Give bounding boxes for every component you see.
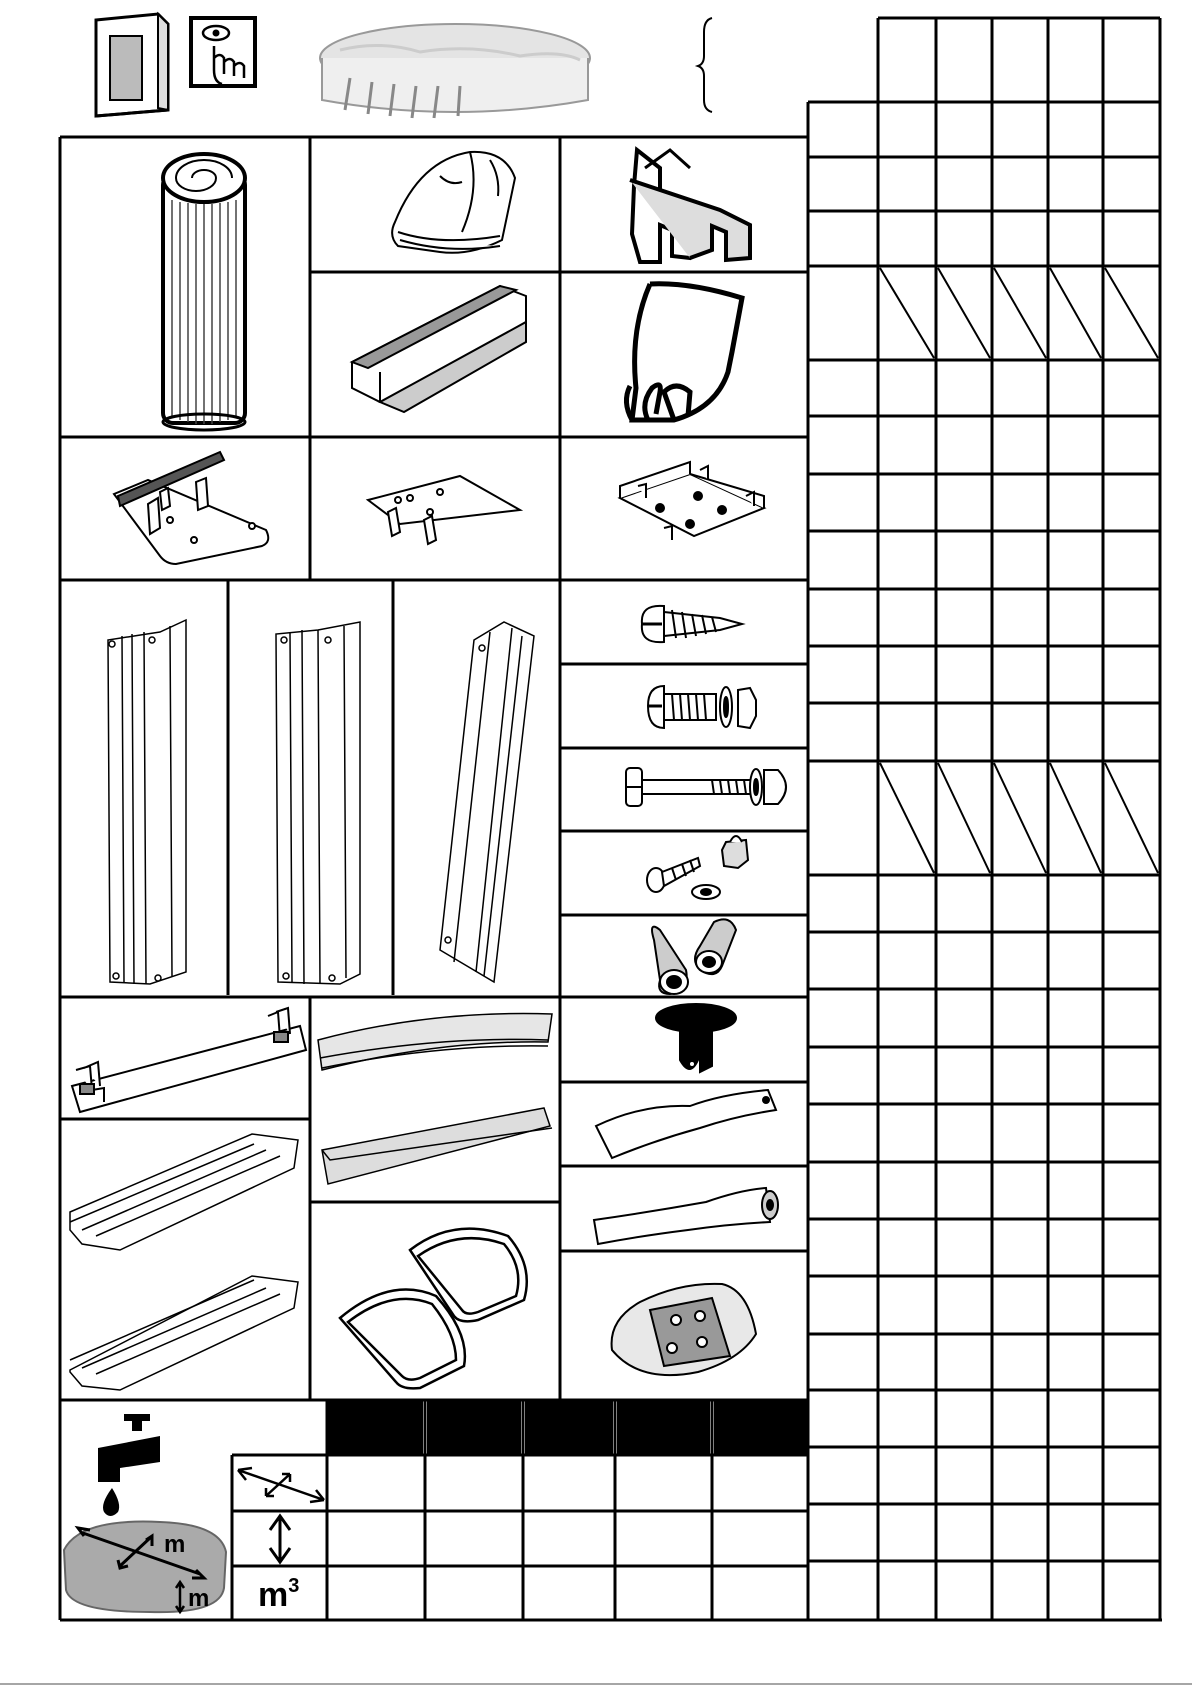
diagonal-arrows-icon (238, 1468, 324, 1502)
inventory-grid (808, 18, 1162, 1620)
caps-icon (652, 919, 736, 994)
pool-dimensions-icon (64, 1522, 226, 1613)
top-rail-channel-icon (352, 286, 526, 412)
base-bracket-icon (620, 462, 764, 540)
strap-icon (596, 1090, 776, 1158)
upright-plate-icon (114, 452, 268, 564)
width-unit-label: m (164, 1531, 186, 1558)
roll-tape-icon (594, 1188, 778, 1244)
box-icon (96, 14, 168, 116)
vertical-arrow-icon (270, 1516, 290, 1562)
upright-a-icon (108, 620, 186, 984)
coping-strip-icon (630, 150, 750, 262)
bracket-icon (698, 18, 712, 112)
self-tapping-screw-icon (642, 606, 742, 642)
bottom-plate-icon (368, 476, 520, 544)
volume-unit-label: $m^3$ (258, 1575, 300, 1614)
upright-b-icon (276, 622, 360, 984)
cap-bolt-icon (647, 836, 748, 899)
read-manual-icon (191, 18, 255, 86)
upright-c-icon (440, 622, 534, 982)
stabilizer-rail-icon (70, 1134, 298, 1390)
side-ledge-icon (318, 1014, 552, 1184)
diagonal-cells-row-2 (880, 763, 1158, 873)
bottom-track-icon (72, 1008, 306, 1112)
top-rail-cover-icon (626, 284, 742, 420)
legend-header-bar (327, 1400, 808, 1455)
top-connector-icon (612, 1284, 756, 1375)
plastic-rivet-icon (656, 1004, 736, 1072)
liner-roll-icon (163, 154, 245, 430)
water-tap-icon (98, 1414, 160, 1516)
top-cap-icon (340, 1229, 527, 1389)
folded-liner-icon (392, 152, 515, 253)
depth-unit-label: m (188, 1585, 210, 1612)
machine-screw-icon (648, 686, 756, 728)
long-bolt-icon (626, 768, 786, 806)
diagonal-cells-row-1 (880, 268, 1158, 358)
pool-overview-icon (320, 24, 590, 118)
